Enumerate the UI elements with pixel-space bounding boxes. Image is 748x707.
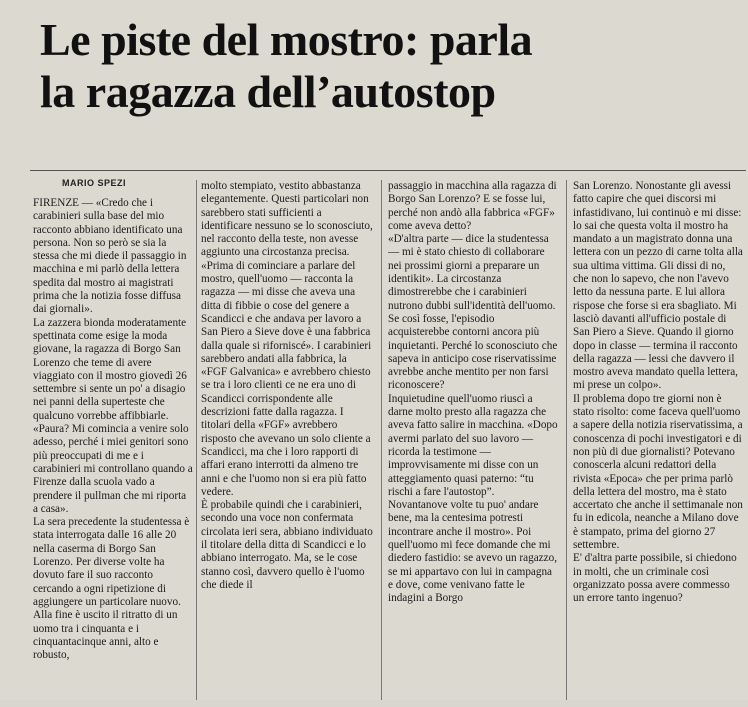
article-column-4 xyxy=(573,180,743,690)
column-text: FIRENZE — «Credo che i carabinieri sulla base del mio racconto abbiano identificato una persona. Non so però se sia la stessa che mi diede il passaggio in macchina e mi parlò della lettera spedita dal mostro ai magistrati prima che la notizia fosse diffusa dai giornali». La zazzera bionda moderatamente spettinata come esige la moda giovane, la ragazza di Borgo San Lorenzo che teme di avere viaggiato con il mostro giovedì 26 settembre si sente un po' a disagio nei panni della superteste che qualcuno vorrebbe affibbiarle. «Paura? Mi comincia a venire solo adesso, perché i miei genitori sono più preoccupati di me e i carabinieri mi controllano quando a Firenze dalla scuola vado a prendere il pullman che mi riporta a casa». La sera precedente la studentessa è stata interrogata dalle 16 alle 20 nella caserma di Borgo San Lorenzo. Per diverse volte ha dovuto fare il suo racconto cercando a ogni ripetizione di aggiungere un particolare nuovo. Alla fine è uscito il ritratto di un uomo tra i cinquanta e i cinquantacinque anni, alto e robusto, xyxy=(33,197,193,662)
article-column-3 xyxy=(388,180,558,690)
article-headline: Le piste del mostro: parla la ragazza dell’autostop xyxy=(40,14,533,117)
column-divider xyxy=(566,180,567,700)
column-text: passaggio in macchina alla ragazza di Borgo San Lorenzo? E se fosse lui, perché non andò alla fabbrica «FGF» come aveva detto? «D'altra parte — dice la studentessa — mi è stato chiesto di collaborare nei prossimi giorni a preparare un identikit». La circostanza dimostrerebbe che i carabinieri nutrono dubbi sull'identità dell'uomo. Se così fosse, l'episodio acquisterebbe contorni ancora più inquietanti. Perché lo sconosciuto che sapeva in anticipo cose riservatissime avrebbe anche mentito per non farsi riconoscere? Inquietudine quell'uomo riuscì a darne molto presto alla ragazza che aveva fatto salire in macchina. «Dopo avermi parlato del suo lavoro — ricorda la testimone — improvvisamente mi disse con un atteggiamento quasi paterno: “tu rischi a fare l'autostop”. Novantanove volte tu puo' andare bene, ma la centesima potresti incontrare anche il mostro». Poi quell'uomo mi fece domande che mi diedero fastidio: se avevo un ragazzo, se mi appartavo con lui in campagna e dove, come venivano fatte le indagini a Borgo xyxy=(388,180,558,605)
article-column-2 xyxy=(201,180,373,690)
headline-divider xyxy=(30,170,746,171)
column-divider xyxy=(381,180,382,700)
column-text: molto stempiato, vestito abbastanza elegantemente. Questi particolari non sarebbero stati sufficienti a identificare nessuno se lo sconosciuto, nel racconto della teste, non avesse aggiunto una circostanza precisa. «Prima di cominciare a parlare del mostro, quell'uomo — racconta la ragazza — mi disse che aveva una ditta di fibbie o cose del genere a Scandicci e che andava per lavoro a San Piero a Sieve dove è una fabbrica dalla quale si riforniscé». I carabinieri sarebbero andati alla fabbrica, la «FGF Galvanica» e avrebbero chiesto se tra i loro clienti ce ne era uno di Scandicci corrispondente alle descrizioni fatte dalla ragazza. I titolari della «FGF» avrebbero risposto che avevano un solo cliente a Scandicci, ma che i loro rapporti di affari erano interrotti da almeno tre anni e che l'uomo non si era più fatto vedere. È probabile quindi che i carabinieri, secondo una voce non confermata circolata ieri sera, abbiano individuato il titolare della ditta di Scandicci e lo abbiano interrogato. Ma, se le cose stanno così, davvero quello è l'uomo che diede il xyxy=(201,180,373,591)
article-column-1 xyxy=(33,197,193,707)
column-text: San Lorenzo. Nonostante gli avessi fatto capire che quei discorsi mi infastidivano, lui continuò e mi disse: lo sai che questa volta il mostro ha mandato a un magistrato donna una lettera con un pezzo di carne tolta alla sua ultima vittima. Gli dissi di no, che non lo sapevo, che non l'avevo letto da nessuna parte. E lui allora rispose che forse si era sbagliato. Mi lasciò davanti all'ufficio postale di San Piero a Sieve. Quando il giorno dopo in classe — termina il racconto della ragazza — lessi che davvero il mostro aveva mandato quella lettera, mi prese un colpo». Il problema dopo tre giorni non è stato risolto: come faceva quell'uomo a sapere della notizia riservatissima, a conoscenza di pochi investigatori e di non più di due giornalisti? Potevano conoscerla alcuni redattori della rivista «Epoca» che per prima parlò della lettera del mostro, ma è stato accertato che anche il settimanale non fu in edicola, neanche a Milano dove è stampato, prima del giorno 27 settembre. E' d'altra parte possibile, si chiedono in molti, che un criminale così organizzato possa avere commesso un errore tanto ingenuo? xyxy=(573,180,743,605)
article-byline: MARIO SPEZI xyxy=(62,178,127,188)
column-divider xyxy=(196,180,197,700)
